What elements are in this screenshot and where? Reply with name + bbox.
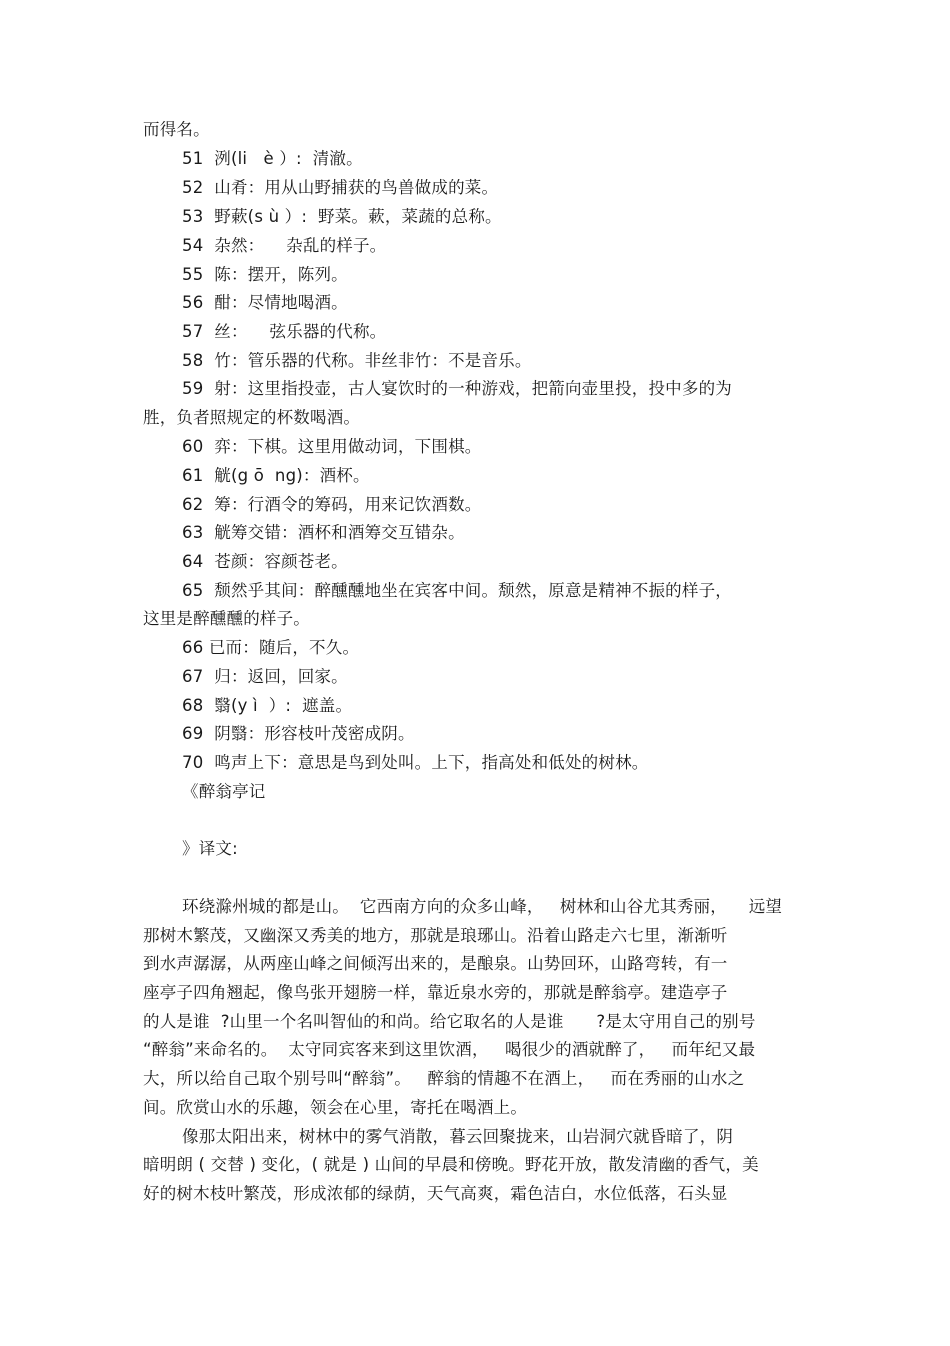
- note-line: 60 弈：下棋。这里用做动词，下围棋。: [182, 437, 482, 456]
- translation-line: 好的树木枝叶繁茂，形成浓郁的绿荫，天气高爽，霜色洁白，水位低落，石头显: [143, 1184, 728, 1203]
- translation-line: 间。欣赏山水的乐趣，领会在心里，寄托在喝酒上。: [143, 1098, 528, 1117]
- note-line: 55 陈：摆开，陈列。: [182, 265, 348, 284]
- translation-line: 暗明朗 ( 交替 ) 变化，( 就是 ) 山间的早晨和傍晚。野花开放，散发清幽的香气，美: [143, 1155, 759, 1174]
- note-line: 64 苍颜：容颜苍老。: [182, 552, 348, 571]
- translation-line: 像那太阳出来，树林中的雾气消散，暮云回聚拢来，山岩洞穴就昏暗了，阴: [182, 1127, 734, 1146]
- note-line: 65 颓然乎其间：醉醺醺地坐在宾客中间。颓然，原意是精神不振的样子，: [182, 581, 732, 600]
- translation-line: 座亭子四角翘起，像鸟张开翅膀一样，靠近泉水旁的，那就是醉翁亭。建造亭子: [143, 983, 728, 1002]
- note-line: 62 筹：行酒令的筹码，用来记饮酒数。: [182, 495, 482, 514]
- translation-line: 到水声潺潺，从两座山峰之间倾泻出来的，是酿泉。山势回环，山路弯转，有一: [143, 954, 728, 973]
- translation-line: 的人是谁 ?山里一个名叫智仙的和尚。给它取名的人是谁 ?是太守用自己的别号: [143, 1012, 756, 1031]
- note-line: 51 洌(li è ）: 清澈。: [182, 149, 363, 168]
- note-line: 胜，负者照规定的杯数喝酒。: [143, 408, 361, 427]
- note-line: 69 阴翳：形容枝叶茂密成阴。: [182, 724, 415, 743]
- note-line: 68 翳(y ì ）: 遮盖。: [182, 696, 353, 715]
- section-heading: 》译文:: [182, 839, 238, 858]
- note-line: 54 杂然： 杂乱的样子。: [182, 236, 387, 255]
- note-line: 58 竹：管乐器的代称。非丝非竹：不是音乐。: [182, 351, 532, 370]
- note-line: 53 野蔌(s ù ）: 野菜。蔌，菜蔬的总称。: [182, 207, 502, 226]
- note-line: 66 已而：随后，不久。: [182, 638, 360, 657]
- translation-line: 环绕滁州城的都是山。 它西南方向的众多山峰， 树林和山谷尤其秀丽， 远望: [182, 897, 783, 916]
- translation-line: “醉翁”来命名的。 太守同宾客来到这里饮酒， 喝很少的酒就醉了， 而年纪又最: [143, 1040, 756, 1059]
- note-line: 67 归：返回，回家。: [182, 667, 348, 686]
- note-line: 57 丝： 弦乐器的代称。: [182, 322, 387, 341]
- note-line: 70 鸣声上下：意思是鸟到处叫。上下，指高处和低处的树林。: [182, 753, 649, 772]
- note-line: 63 觥筹交错：酒杯和酒筹交互错杂。: [182, 523, 465, 542]
- note-line: 这里是醉醺醺的样子。: [143, 609, 310, 628]
- note-line: 61 觥(g ō ng)：酒杯。: [182, 466, 370, 485]
- translation-line: 那树木繁茂，又幽深又秀美的地方，那就是琅琊山。沿着山路走六七里，渐渐听: [143, 926, 728, 945]
- section-heading: 《醉翁亭记: [182, 782, 266, 801]
- translation-line: 大，所以给自己取个别号叫“醉翁”。 醉翁的情趣不在酒上， 而在秀丽的山水之: [143, 1069, 745, 1088]
- note-line: 59 射：这里指投壶，古人宴饮时的一种游戏，把箭向壶里投，投中多的为: [182, 379, 732, 398]
- note-line: 而得名。: [143, 120, 210, 139]
- note-line: 56 酣：尽情地喝酒。: [182, 293, 348, 312]
- note-line: 52 山肴：用从山野捕获的鸟兽做成的菜。: [182, 178, 499, 197]
